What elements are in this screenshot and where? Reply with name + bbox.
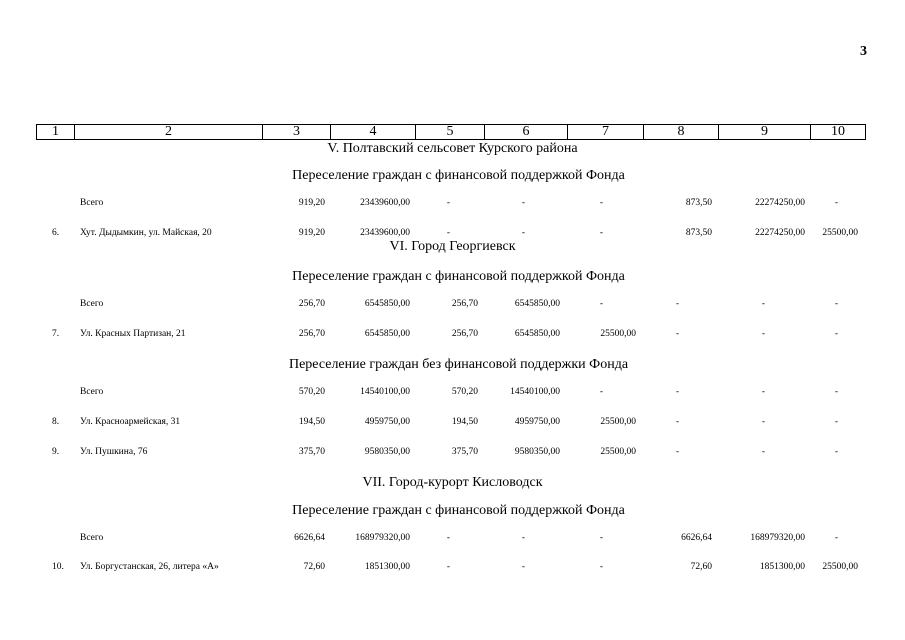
row-cell-col9: 22274250,00 — [755, 198, 805, 208]
row-cell-col8: - — [675, 329, 679, 339]
table-row — [0, 329, 905, 343]
section-subheading: Переселение граждан без финансовой поддержки Фонда — [288, 357, 629, 372]
row-cell-col6: 9580350,00 — [514, 447, 560, 457]
row-cell-col10: 25500,00 — [822, 562, 858, 572]
row-cell-col3: 919,20 — [298, 228, 325, 238]
row-cell-col7: - — [599, 533, 603, 543]
row-cell-col5: - — [446, 228, 450, 238]
row-address: Ул. Красноармейская, 31 — [80, 417, 181, 427]
row-cell-col9: - — [761, 447, 765, 457]
row-cell-col3: 570,20 — [298, 387, 325, 397]
row-number: 6. — [52, 228, 60, 238]
row-cell-col8: - — [675, 417, 679, 427]
row-cell-col4: 4959750,00 — [364, 417, 410, 427]
row-number: 7. — [52, 329, 60, 339]
row-cell-col6: - — [521, 533, 525, 543]
table-row — [0, 198, 905, 212]
column-number-header — [36, 124, 866, 140]
row-cell-col3: 72,60 — [303, 562, 325, 572]
row-address: Ул. Боргустанская, 26, литера «А» — [80, 562, 219, 572]
section-heading: VI. Город Георгиевск — [389, 239, 516, 254]
column-header-8: 8 — [644, 125, 719, 140]
row-cell-col6: 6545850,00 — [514, 329, 560, 339]
row-cell-col10: - — [834, 387, 838, 397]
row-cell-col6: 14540100,00 — [510, 387, 560, 397]
row-cell-col9: - — [761, 417, 765, 427]
column-header-5: 5 — [416, 125, 485, 140]
row-cell-col3: 194,50 — [298, 417, 325, 427]
column-header-7: 7 — [568, 125, 644, 140]
row-cell-col9: - — [761, 299, 765, 309]
row-cell-col7: - — [599, 562, 603, 572]
row-cell-col6: - — [521, 562, 525, 572]
section-subheading: Переселение граждан с финансовой поддержкой Фонда — [292, 503, 625, 518]
table-row — [0, 387, 905, 401]
table-row — [0, 299, 905, 313]
row-cell-col5: 570,20 — [451, 387, 478, 397]
section-heading: V. Полтавский сельсовет Курского района — [327, 141, 578, 156]
row-cell-col8: - — [675, 447, 679, 457]
column-header-3: 3 — [263, 125, 331, 140]
row-address: Всего — [80, 299, 104, 309]
row-address: Всего — [80, 533, 104, 543]
row-cell-col8: - — [675, 387, 679, 397]
row-number: 8. — [52, 417, 60, 427]
table-row — [0, 562, 905, 576]
row-cell-col8: - — [675, 299, 679, 309]
row-cell-col3: 256,70 — [298, 329, 325, 339]
row-cell-col8: 873,50 — [685, 228, 712, 238]
page-number: 3 — [860, 44, 867, 59]
section-subheading: Переселение граждан с финансовой поддержкой Фонда — [292, 269, 625, 284]
row-cell-col9: 1851300,00 — [759, 562, 805, 572]
row-address: Всего — [80, 387, 104, 397]
row-cell-col7: - — [599, 387, 603, 397]
row-cell-col7: 25500,00 — [600, 447, 636, 457]
row-cell-col4: 14540100,00 — [360, 387, 410, 397]
column-header-2: 2 — [75, 125, 263, 140]
row-cell-col3: 256,70 — [298, 299, 325, 309]
row-cell-col4: 1851300,00 — [364, 562, 410, 572]
row-cell-col8: 6626,64 — [681, 533, 712, 543]
row-cell-col9: 22274250,00 — [755, 228, 805, 238]
row-cell-col4: 9580350,00 — [364, 447, 410, 457]
row-cell-col3: 375,70 — [298, 447, 325, 457]
row-address: Хут. Дыдымкин, ул. Майская, 20 — [80, 228, 212, 238]
row-cell-col4: 6545850,00 — [364, 299, 410, 309]
row-cell-col10: - — [834, 447, 838, 457]
row-cell-col3: 6626,64 — [294, 533, 325, 543]
row-cell-col5: 256,70 — [451, 299, 478, 309]
table-row — [0, 533, 905, 547]
table-row — [0, 447, 905, 461]
column-header-4: 4 — [331, 125, 416, 140]
row-cell-col10: - — [834, 329, 838, 339]
row-cell-col10: - — [834, 299, 838, 309]
row-cell-col10: - — [834, 533, 838, 543]
row-cell-col6: - — [521, 228, 525, 238]
row-cell-col9: 168979320,00 — [750, 533, 805, 543]
row-cell-col4: 168979320,00 — [355, 533, 410, 543]
section-heading: VII. Город-курорт Кисловодск — [362, 475, 543, 490]
column-header-1: 1 — [37, 125, 75, 140]
row-address: Всего — [80, 198, 104, 208]
row-cell-col5: - — [446, 198, 450, 208]
row-cell-col5: 375,70 — [451, 447, 478, 457]
row-number: 10. — [52, 562, 64, 572]
row-address: Ул. Пушкина, 76 — [80, 447, 148, 457]
row-cell-col8: 873,50 — [685, 198, 712, 208]
row-cell-col6: 6545850,00 — [514, 299, 560, 309]
row-cell-col6: 4959750,00 — [514, 417, 560, 427]
column-header-9: 9 — [719, 125, 811, 140]
column-header-6: 6 — [485, 125, 568, 140]
row-address: Ул. Красных Партизан, 21 — [80, 329, 186, 339]
row-cell-col10: - — [834, 417, 838, 427]
row-cell-col4: 23439600,00 — [360, 228, 410, 238]
row-number: 9. — [52, 447, 60, 457]
row-cell-col6: - — [521, 198, 525, 208]
row-cell-col10: - — [834, 198, 838, 208]
column-header-10: 10 — [811, 125, 866, 140]
row-cell-col5: 256,70 — [451, 329, 478, 339]
row-cell-col5: - — [446, 533, 450, 543]
row-cell-col9: - — [761, 329, 765, 339]
row-cell-col4: 6545850,00 — [364, 329, 410, 339]
row-cell-col10: 25500,00 — [822, 228, 858, 238]
table-row — [0, 417, 905, 431]
section-subheading: Переселение граждан с финансовой поддержкой Фонда — [292, 168, 625, 183]
row-cell-col9: - — [761, 387, 765, 397]
row-cell-col4: 23439600,00 — [360, 198, 410, 208]
row-cell-col5: - — [446, 562, 450, 572]
row-cell-col5: 194,50 — [451, 417, 478, 427]
row-cell-col3: 919,20 — [298, 198, 325, 208]
row-cell-col7: 25500,00 — [600, 329, 636, 339]
row-cell-col7: - — [599, 228, 603, 238]
row-cell-col7: 25500,00 — [600, 417, 636, 427]
row-cell-col7: - — [599, 198, 603, 208]
row-cell-col8: 72,60 — [690, 562, 712, 572]
row-cell-col7: - — [599, 299, 603, 309]
